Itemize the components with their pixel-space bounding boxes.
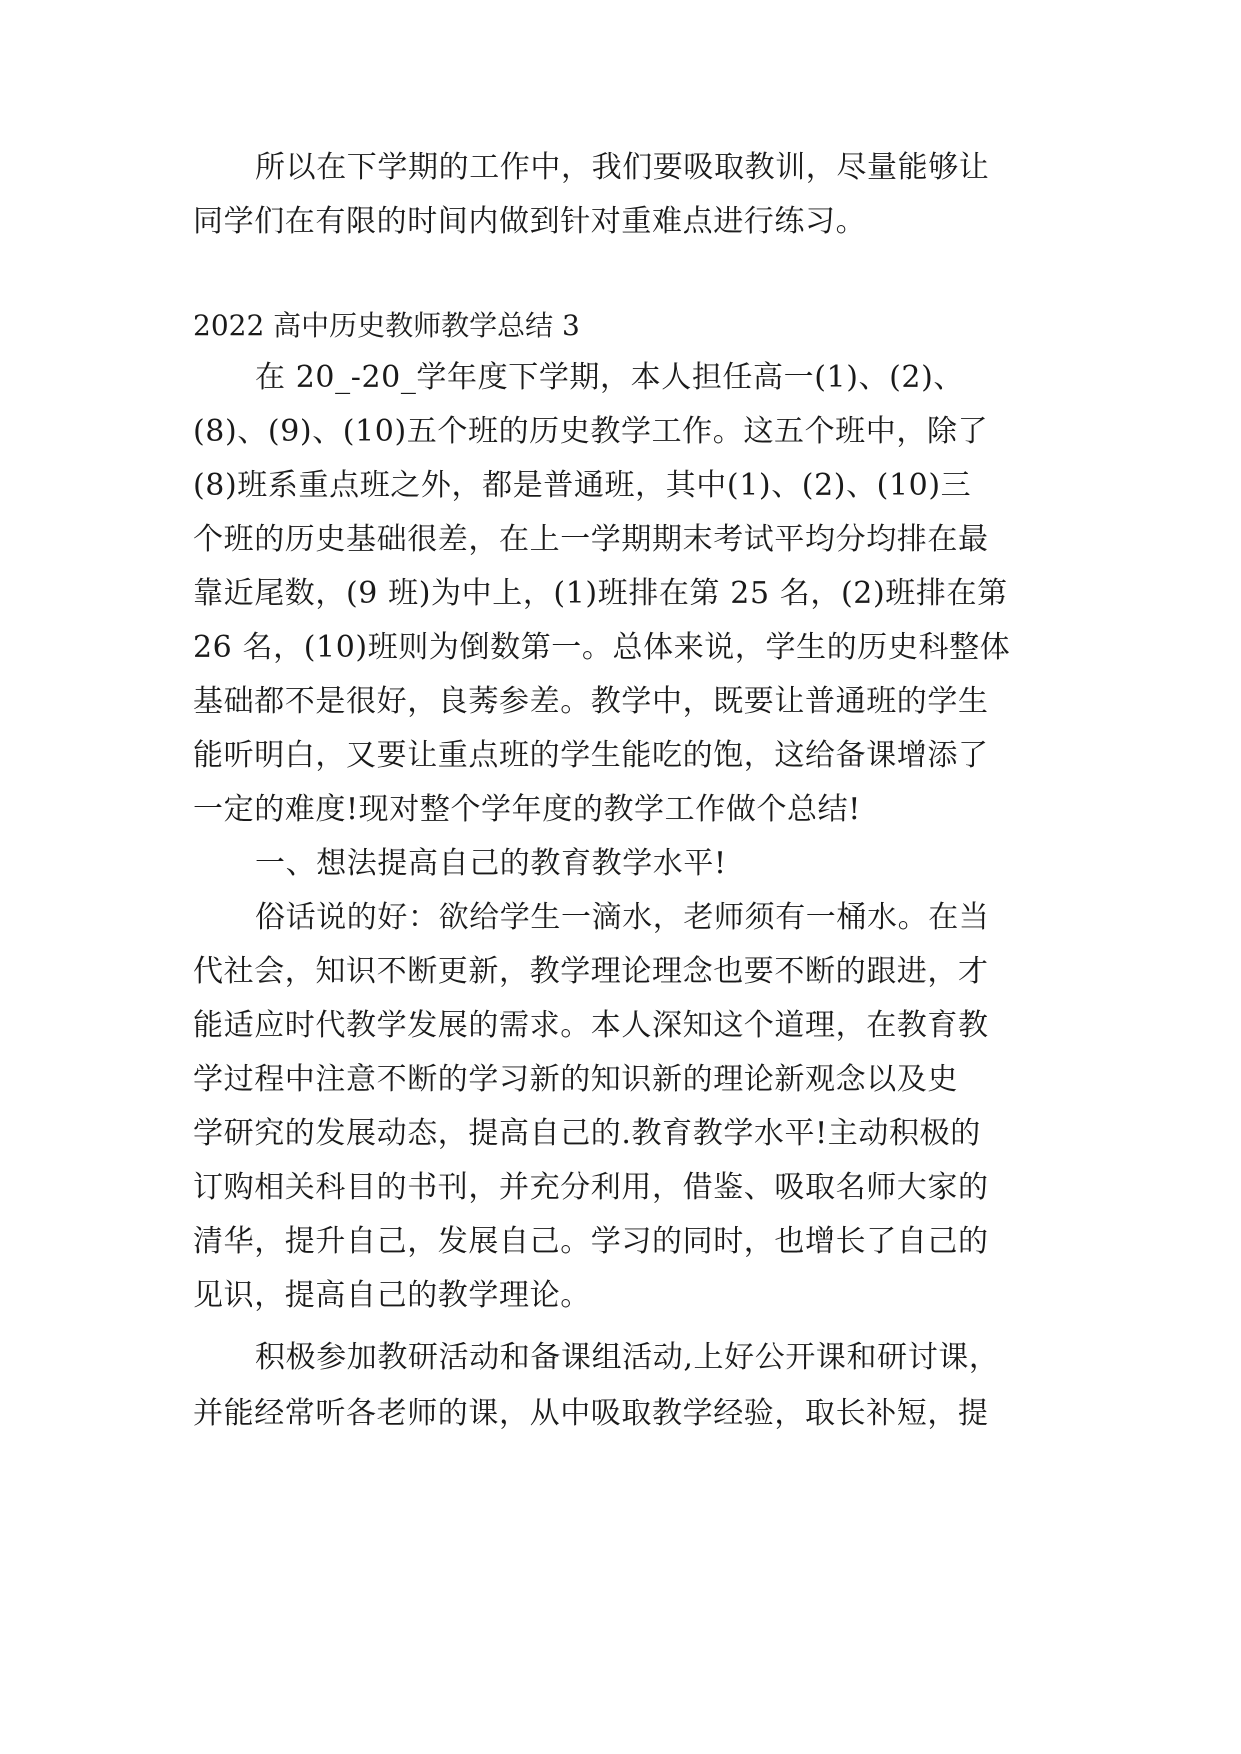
paragraph-line: 学过程中注意不断的学习新的知识新的理论新观念以及史 xyxy=(193,1062,958,1097)
paragraph-line: 个班的历史基础很差，在上一学期期末考试平均分均排在最 xyxy=(193,522,989,557)
paragraph-line: 积极参加教研活动和备课组活动,上好公开课和研讨课， xyxy=(255,1340,1000,1375)
paragraph-line: 基础都不是很好，良莠参差。教学中，既要让普通班的学生 xyxy=(193,684,989,719)
paragraph-line: 清华，提升自己，发展自己。学习的同时，也增长了自己的 xyxy=(193,1224,989,1259)
paragraph-line: (8)、(9)、(10)五个班的历史教学工作。这五个班中，除了 xyxy=(193,414,989,449)
paragraph-line: (8)班系重点班之外，都是普通班，其中(1)、(2)、(10)三 xyxy=(193,468,972,503)
paragraph-line: 学研究的发展动态，提高自己的.教育教学水平!主动积极的 xyxy=(193,1116,981,1151)
paragraph-line: 并能经常听各老师的课，从中吸取教学经验，取长补短，提 xyxy=(193,1396,989,1431)
section-heading: 2022 高中历史教师教学总结 3 xyxy=(193,309,580,342)
paragraph-line: 在 20_-20_学年度下学期，本人担任高一(1)、(2)、 xyxy=(255,360,965,395)
paragraph-line: 同学们在有限的时间内做到针对重难点进行练习。 xyxy=(193,204,867,239)
paragraph-line: 订购相关科目的书刊，并充分利用，借鉴、吸取名师大家的 xyxy=(193,1170,989,1205)
paragraph-line: 见识，提高自己的教学理论。 xyxy=(193,1278,591,1313)
paragraph-line: 能听明白，又要让重点班的学生能吃的饱，这给备课增添了 xyxy=(193,738,989,773)
paragraph-line: 代社会，知识不断更新，教学理论理念也要不断的跟进，才 xyxy=(193,954,989,989)
paragraph-line: 26 名，(10)班则为倒数第一。总体来说，学生的历史科整体 xyxy=(193,630,1011,665)
paragraph-line: 一、想法提高自己的教育教学水平! xyxy=(255,846,727,881)
paragraph-line: 靠近尾数，(9 班)为中上，(1)班排在第 25 名，(2)班排在第 xyxy=(193,576,1008,611)
paragraph-line: 能适应时代教学发展的需求。本人深知这个道理，在教育教 xyxy=(193,1008,989,1043)
paragraph-line: 俗话说的好：欲给学生一滴水，老师须有一桶水。在当 xyxy=(255,900,990,935)
paragraph-line: 所以在下学期的工作中，我们要吸取教训，尽量能够让 xyxy=(255,150,990,185)
paragraph-line: 一定的难度!现对整个学年度的教学工作做个总结! xyxy=(193,792,861,827)
